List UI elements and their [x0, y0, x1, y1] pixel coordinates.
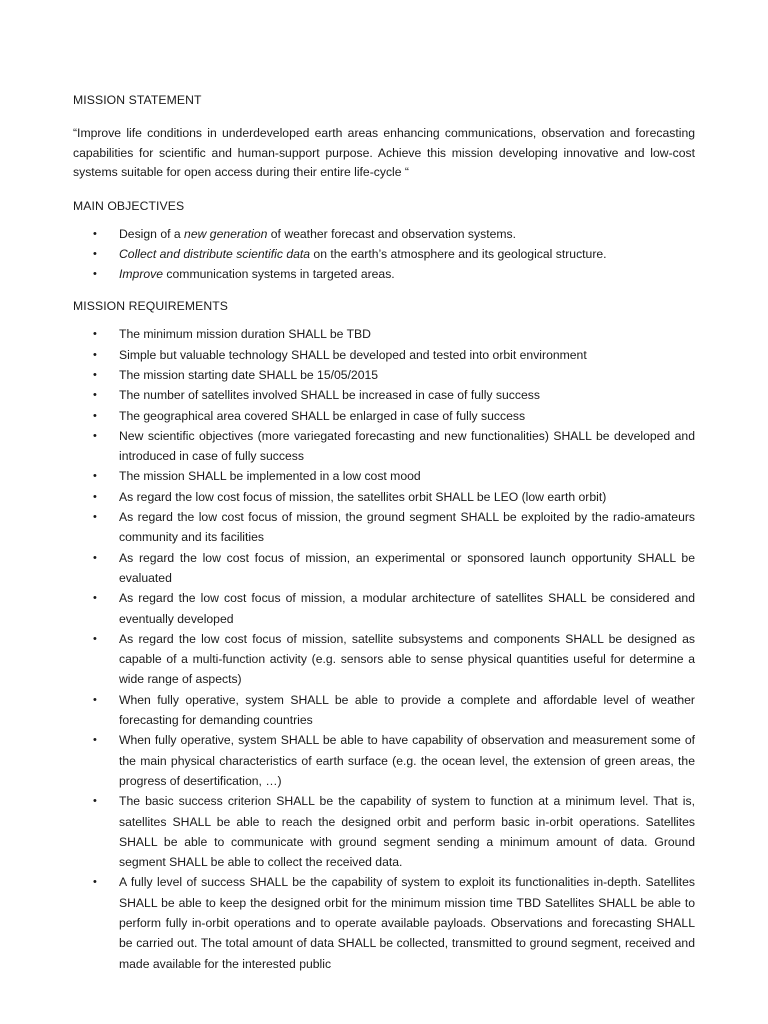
item-text: Design of a — [119, 226, 185, 241]
list-item — [73, 324, 695, 344]
list-item — [73, 385, 695, 405]
item-text: The geographical area covered SHALL be enlarged in case of fully success — [119, 408, 526, 423]
item-text: The mission SHALL be implemented in a low cost mood — [119, 469, 421, 484]
item-text: As regard the low cost focus of mission, a modular architecture of satellites SHALL be considered and eventually developed — [119, 591, 695, 626]
bullet-icon: • — [93, 227, 97, 240]
list-item — [73, 345, 695, 365]
list-item — [73, 365, 695, 385]
mission-requirements-list — [73, 324, 695, 974]
list-item — [73, 466, 695, 486]
bullet-icon: • — [93, 592, 97, 605]
bullet-icon: • — [93, 693, 97, 706]
mission-statement-heading: MISSION STATEMENT — [73, 93, 202, 107]
list-item — [73, 548, 695, 589]
item-text: The number of satellites involved SHALL be increased in case of fully success — [119, 388, 540, 403]
item-emphasis: Improve — [119, 267, 164, 282]
mission-statement-text: “Improve life conditions in underdeveloped earth areas enhancing communications, observation and forecasting capabilities for scientific and human-support purpose. Achieve this mission developing innovative and low-cost systems suitable for open access during their entire life-cycle “ — [73, 126, 695, 179]
list-item — [73, 730, 695, 791]
item-text: As regard the low cost focus of mission, satellite subsystems and components SHALL be designed as capable of a multi-function activity (e.g. sensors able to sense physical quantities useful for determine a wide range of aspects) — [119, 631, 695, 687]
bullet-icon: • — [93, 429, 97, 442]
item-text: New scientific objectives (more variegated forecasting and new functionalities) SHALL be developed and introduced in case of fully success — [119, 428, 695, 464]
item-text: When fully operative, system SHALL be able to have capability of observation and measurement some of the main physical characteristics of earth surface (e.g. the ocean level, the extension of green areas, the progress of desertification, …) — [119, 733, 695, 788]
document-page — [73, 90, 695, 974]
bullet-icon: • — [93, 734, 97, 747]
item-text: The basic success criterion SHALL be the capability of system to function at a minimum level. That is, satellites SHALL be able to reach the designed orbit and perform basic in-orbit operations. Satellites SHALL be able to communicate with ground segment sending a minimum amount of data. Ground segment SHALL be able to collect the received data. — [119, 794, 695, 870]
bullet-icon: • — [93, 490, 97, 503]
bullet-icon: • — [93, 247, 97, 260]
list-item — [73, 406, 695, 426]
bullet-icon: • — [93, 348, 97, 361]
list-item — [73, 690, 695, 731]
item-text: The minimum mission duration SHALL be TBD — [119, 327, 371, 342]
list-item — [73, 791, 695, 872]
main-objectives-heading: MAIN OBJECTIVES — [73, 198, 185, 213]
item-text: on the earth’s atmosphere and its geological structure. — [310, 246, 607, 261]
mission-requirements-heading: MISSION REQUIREMENTS — [73, 299, 229, 314]
item-text: The mission starting date SHALL be 15/05/2015 — [119, 367, 379, 382]
item-text: As regard the low cost focus of mission, an experimental or sponsored launch opportunity SHALL be evaluated — [119, 550, 695, 585]
bullet-icon: • — [93, 551, 97, 564]
list-item — [73, 244, 695, 264]
bullet-icon: • — [93, 876, 97, 889]
list-item — [73, 507, 695, 548]
item-emphasis: Collect and distribute scientific data — [119, 246, 311, 261]
bullet-icon: • — [93, 470, 97, 483]
item-text: As regard the low cost focus of mission, the satellites orbit SHALL be LEO (low earth orbit) — [119, 489, 607, 504]
item-text: As regard the low cost focus of mission, the ground segment SHALL be exploited by the radio-amateurs community and its facilities — [119, 510, 695, 545]
item-text: Simple but valuable technology SHALL be developed and tested into orbit environment — [119, 347, 587, 362]
bullet-icon: • — [93, 328, 97, 341]
item-text: A fully level of success SHALL be the capability of system to exploit its functionalities in-depth. Satellites SHALL be able to keep the designed orbit for the minimum mission time TBD Satellites SHALL be able to perform fully in-orbit operations and to operate available payloads. Observations and forecasting SHALL be carried out. The total amount of data SHALL be collected, transmitted to ground segment, received and made available for the interested public — [119, 875, 695, 971]
bullet-icon: • — [93, 368, 97, 381]
list-item — [73, 487, 695, 507]
item-text: communication systems in targeted areas. — [163, 267, 395, 282]
list-item — [73, 264, 695, 284]
list-item — [73, 872, 695, 973]
list-item — [73, 426, 695, 467]
bullet-icon: • — [93, 795, 97, 808]
item-emphasis: new generation — [184, 226, 268, 241]
bullet-icon: • — [93, 632, 97, 645]
bullet-icon: • — [93, 409, 97, 422]
bullet-icon: • — [93, 389, 97, 402]
bullet-icon: • — [93, 268, 97, 281]
bullet-icon: • — [93, 511, 97, 524]
item-text: of weather forecast and observation systems. — [267, 226, 517, 241]
main-objectives-list — [73, 224, 695, 285]
list-item — [73, 588, 695, 629]
list-item — [73, 224, 695, 244]
list-item — [73, 629, 695, 690]
item-text: When fully operative, system SHALL be able to provide a complete and affordable level of weather forecasting for demanding countries — [119, 692, 695, 728]
